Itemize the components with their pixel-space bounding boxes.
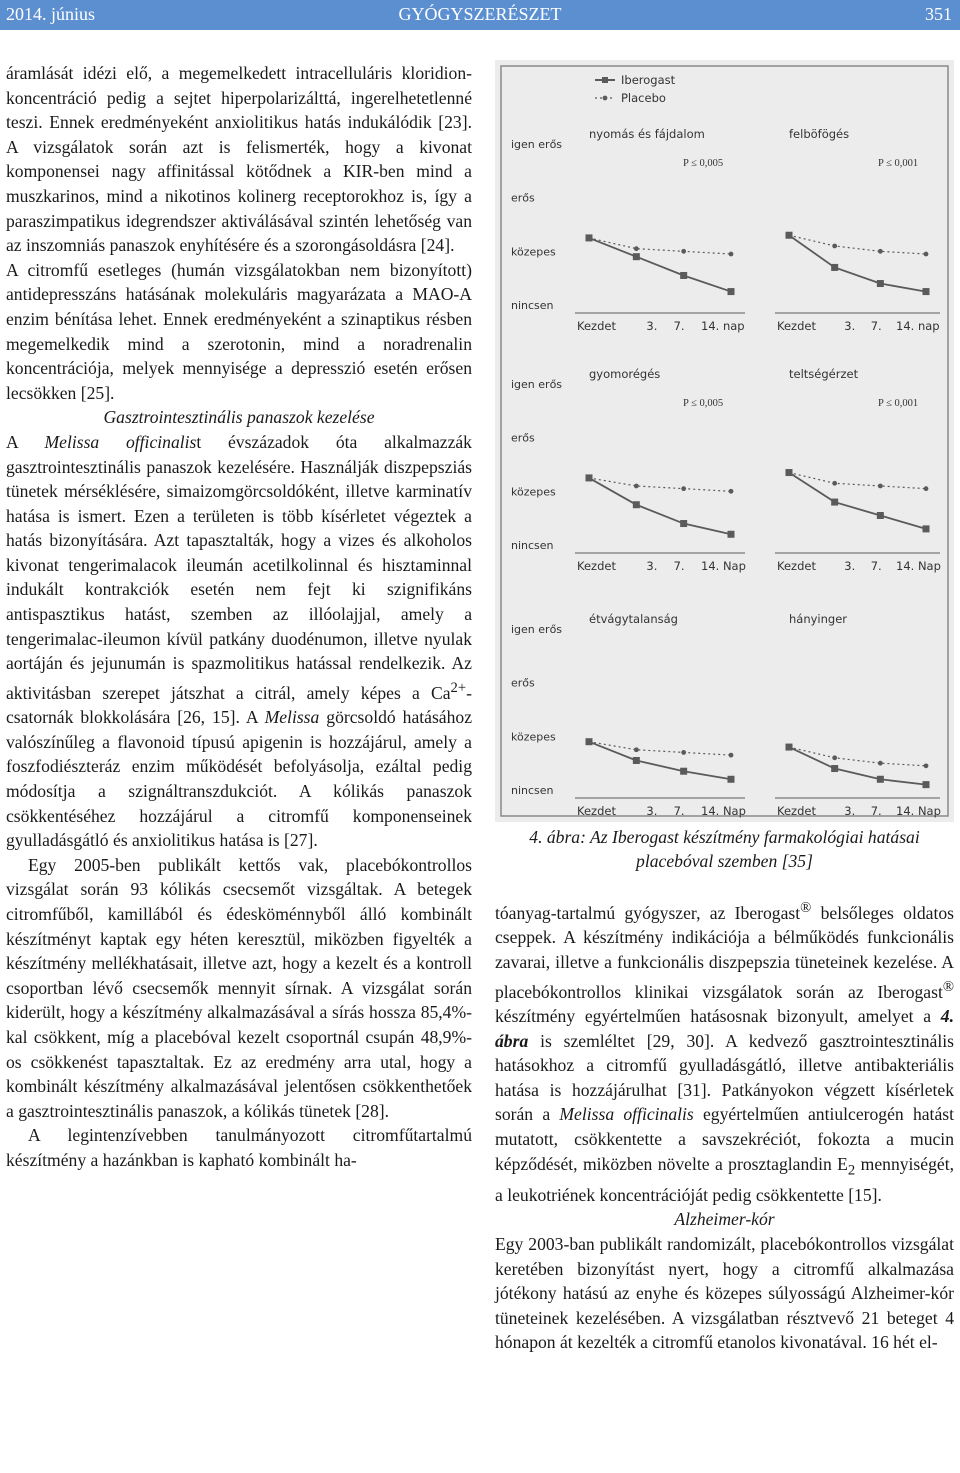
chart-1-annotation: P ≤ 0,005 — [683, 158, 724, 169]
paragraph: tóanyag-tartalmú gyógyszer, az Iberogast® belsőleges oldatos cseppek. A készítmény indikációja a bélműködés funkcionális zavarai, illetve a funkcionális diszpepszia tüneteinek kezelése. A placebókontrollos klinikai vizsgálatok során az Iberogast® készítmény egyértelműen hatásosnak bizonyult, amelyet a 4. ábra is szemléltet [29, 30]. A kedvező gasztrointesztinális hatásokhoz a citromfű gyulladásgátló, illetve antibakteriális hatása is hozzájárulhat [31]. Patkányokon végzett kísérletek során a Melissa officinalis egyértelműen antiulcerogén hatást mutatott, csökkentette a savszekréciót, fokozta a mucin képződését, miközben növelte a prosztaglandin $E_2$ mennyiségét, a leukotriének koncentrációját pedig csökkentette [15]. — [495, 900, 954, 1205]
chart-4-placebo-point — [832, 481, 837, 486]
chart-3-y-tick-label: közepes — [511, 485, 556, 499]
chart-3-y-tick-label: erős — [511, 431, 535, 445]
chart-3-placebo-point — [729, 489, 734, 494]
chart-3-placebo-point — [634, 484, 639, 489]
chart-3-iberogast-point — [680, 520, 687, 527]
chart-6-x-tick-label: Kezdet — [777, 804, 816, 818]
figure-caption-line1: 4. ábra: Az Iberogast készítmény farmakológiai hatásai — [529, 827, 920, 847]
chart-4-x-tick-label: 7. — [870, 559, 882, 573]
legend-placebo-marker — [603, 96, 608, 101]
paragraph: A legintenzívebben tanulmányozott citromfűtartalmú készítmény a hazánkban is kapható kombinált ha- — [6, 1125, 472, 1170]
chart-3-y-tick-label: nincsen — [511, 539, 554, 552]
chart-2-x-tick-label: 7. — [870, 319, 882, 333]
chart-6-placebo-point — [924, 763, 929, 768]
chart-3-iberogast-point — [633, 501, 640, 508]
chart-2-annotation: P ≤ 0,001 — [878, 158, 919, 169]
chart-3-annotation: P ≤ 0,005 — [683, 398, 724, 409]
chart-3-x-tick-label: 7. — [673, 559, 685, 573]
chart-1-x-tick-label: 3. — [646, 319, 658, 333]
figure-4-chart-panel — [495, 60, 954, 822]
figure-4-svg — [495, 60, 954, 822]
chart-5-y-tick-label: erős — [511, 676, 535, 690]
chart-5-x-tick-label: Kezdet — [577, 804, 616, 818]
chart-5-series-iberogast-line — [589, 742, 731, 780]
chart-5-iberogast-point — [728, 776, 735, 783]
chart-5-x-tick-label: 3. — [646, 804, 658, 818]
chart-3-x-tick-label: 14. Nap — [701, 559, 746, 573]
chart-1-x-tick-label: 14. nap — [701, 319, 745, 333]
chart-1-iberogast-point — [728, 288, 735, 295]
chart-6-iberogast-point — [877, 776, 884, 783]
chart-2-iberogast-point — [923, 288, 930, 295]
chart-5-y-tick-label: nincsen — [511, 784, 554, 797]
chart-2-title: felböfögés — [789, 127, 850, 141]
chart-6-iberogast-point — [923, 781, 930, 788]
paragraph: A Melissa officinalist évszázadok óta alkalmazzák gasztrointesztinális panaszok kezelésére. Használják diszpepsziás tünetek mérséklésére, simaizomgörcsoldóként, illetve karminatív hatása is ismert. Ezen a területen is több kísérletet végeztek a hatás bizonyítására. Azt tapasztalták, hogy a vizes és alkoholos kivonat tengerimalacok ileumán acetilkolinnal és hisztaminnal indukált kontrakciók esetén nem fejt ki szignifikáns antispasztikus hatást, szemben az illóolajjal, amely a tengerimalac-ileumon kívül patkány duodénumon, illetve nyulak aortáján és jejunumán is spazmolitikus hatással rendelkezik. Az aktivitásban szerepet játszhat a citrál, amely képes a $Ca^{2+}$-csatornák blokkolására [26, 15]. A Melissa görcsoldó hatásához valószínűleg a flavonoid típusú apigenin is hozzájárul, amely a foszfodiészteráz enzim működését befolyásolja, ezáltal pedig módosítja a szignáltranszdukciót. A kólikás panaszok csökkentéséhez hozzájárul a citromfű komponenseinek gyulladásgátló és anxiolitikus hatása is [27]. — [6, 431, 473, 851]
header-date: 2014. június — [6, 4, 96, 24]
chart-4-placebo-point — [787, 470, 792, 475]
chart-3-x-tick-label: Kezdet — [577, 559, 616, 573]
chart-2-x-tick-label: Kezdet — [777, 319, 816, 333]
chart-1-placebo-point — [681, 249, 686, 254]
chart-2-x-tick-label: 3. — [844, 319, 856, 333]
chart-2-series-iberogast-line — [789, 235, 926, 291]
chart-1-series-iberogast-line — [589, 238, 731, 292]
chart-1-x-tick-label: Kezdet — [577, 319, 616, 333]
chart-3-title: gyomorégés — [589, 367, 661, 381]
legend-iberogast-label: Iberogast — [621, 73, 676, 87]
chart-1-placebo-point — [634, 246, 639, 251]
chart-1-y-tick-label: erős — [511, 191, 535, 205]
chart-5-placebo-point — [681, 750, 686, 755]
chart-1-placebo-point — [729, 252, 734, 257]
chart-5-placebo-point — [729, 753, 734, 758]
chart-4-x-tick-label: 14. Nap — [896, 559, 941, 573]
chart-5-series-placebo-line — [589, 742, 731, 755]
chart-1-iberogast-point — [633, 253, 640, 260]
chart-5-placebo-point — [587, 739, 592, 744]
chart-2-x-tick-label: 14. nap — [896, 319, 940, 333]
chart-1-x-tick-label: 7. — [673, 319, 685, 333]
chart-5-y-tick-label: közepes — [511, 730, 556, 744]
header-page-number: 351 — [925, 4, 952, 24]
chart-1-y-tick-label: igen erős — [511, 138, 563, 151]
legend-placebo-label: Placebo — [621, 91, 666, 105]
chart-4-x-tick-label: Kezdet — [777, 559, 816, 573]
chart-6-title: hányinger — [789, 612, 848, 626]
chart-3-iberogast-point — [728, 531, 735, 538]
chart-1-y-tick-label: közepes — [511, 245, 556, 259]
paragraph: Egy 2003-ban publikált randomizált, placebókontrollos vizsgálat keretében bizonyítást nyert, hogy a citromfű alkalmazása jótékony hatású az enyhe és közepes súlyosságú Alzheimer-kór tüneteinek kezelésében. A vizsgálatban résztvevő 21 beteget 4 hónapon át kezelték a citromfű etanolos kivonatával. 16 hét el- — [495, 1233, 954, 1353]
chart-6-iberogast-point — [831, 765, 838, 772]
chart-5-placebo-point — [634, 747, 639, 752]
chart-4-placebo-point — [924, 486, 929, 491]
chart-4-x-tick-label: 3. — [844, 559, 856, 573]
chart-1-placebo-point — [587, 236, 592, 241]
page-header — [0, 0, 960, 30]
chart-5-iberogast-point — [680, 768, 687, 775]
chart-6-series-iberogast-line — [789, 747, 926, 785]
chart-2-iberogast-point — [877, 280, 884, 287]
paragraph: A citromfű esetleges (humán vizsgálatokban nem bizonyított) antidepresszáns hatásának molekuláris magyarázata a MAO-A enzim bénítása lehet. Ennek eredményeként a szinaptikus résben megemelkedik mind a szerotonin, mind a noradrenalin koncentrációja, melyek mennyisége a depresszió esetén erősen lecsökken [25]. — [6, 259, 472, 403]
paragraph: áramlását idézi elő, a megemelkedett intracelluláris kloridion-koncentráció pedig a sejtet hiperpolarizálttá, ingerelhetetlenné teszi. Ennek eredményeként anxiolitikus hatás indukálódik [23]. A vizsgálatok során azt is felismerték, hogy a kivonat komponensei nagy affinitással kötődnek a KIR-ben mind a muszkarinos, mind a nikotinos kolinerg receptorokhoz is, így a paraszimpatikus idegrendszer aktiválásával szintén lehetőség van az inszomniás panaszok enyhítésére és a szorongásoldásra [24]. — [6, 63, 472, 256]
chart-4-placebo-point — [878, 484, 883, 489]
chart-1-title: nyomás és fájdalom — [589, 127, 705, 141]
chart-6-x-tick-label: 3. — [844, 804, 856, 818]
figure-frame — [501, 66, 948, 816]
chart-3-y-tick-label: igen erős — [511, 378, 563, 391]
chart-6-x-tick-label: 7. — [870, 804, 882, 818]
chart-4-iberogast-point — [923, 525, 930, 532]
chart-4-series-iberogast-line — [789, 473, 926, 529]
section-title-gastro: Gasztrointesztinális panaszok kezelése — [103, 407, 375, 428]
chart-6-x-tick-label: 14. Nap — [896, 804, 941, 818]
paragraph: Egy 2005-ben publikált kettős vak, placebókontrollos vizsgálat során 93 kólikás csecsemőt vizsgáltak. A betegek citromfűből, kamillából és édesköménnyből álló kombinált készítményt kaptak egy héten keresztül, miközben figyelték a készítmény mellékhatásait, illetve azt, hogy a kezelt és a kontroll csoportban lévő csecsemők mennyit sírnak. A vizsgálat során kiderült, hogy a készítmény alkalmazásával a sírás hossza 85,4%-kal csökkent, míg a placebóval kezelt csoportnál csupán 48,9%-os csökkenést tapasztaltak. Ez az eredmény arra utal, hogy a kombinált készítmény alkalmazásával jelentősen csökkenthetőek a gasztrointesztinális panaszok, a kólikás tünetek [28]. — [6, 854, 472, 1121]
chart-6-placebo-point — [787, 745, 792, 750]
chart-4-title: teltségérzet — [789, 367, 859, 381]
chart-6-placebo-point — [832, 755, 837, 760]
chart-5-y-tick-label: igen erős — [511, 623, 563, 636]
header-journal: GYÓGYSZERÉSZET — [398, 4, 562, 24]
chart-3-x-tick-label: 3. — [646, 559, 658, 573]
chart-4-iberogast-point — [877, 512, 884, 519]
chart-4-annotation: P ≤ 0,001 — [878, 398, 919, 409]
chart-5-title: étvágytalanság — [589, 612, 678, 626]
figure-caption-line2: placebóval szemben [35] — [636, 851, 813, 871]
figure-caption — [495, 825, 954, 873]
chart-2-series-placebo-line — [789, 235, 926, 254]
chart-6-placebo-point — [878, 761, 883, 766]
legend-iberogast-marker — [602, 77, 608, 83]
chart-2-placebo-point — [787, 233, 792, 238]
chart-4-iberogast-point — [831, 499, 838, 506]
chart-2-placebo-point — [924, 252, 929, 257]
right-column — [495, 896, 954, 1355]
chart-2-iberogast-point — [831, 264, 838, 271]
chart-1-iberogast-point — [680, 272, 687, 279]
chart-2-placebo-point — [878, 249, 883, 254]
section-title-alzheimer: Alzheimer-kór — [674, 1209, 775, 1230]
chart-5-x-tick-label: 7. — [673, 804, 685, 818]
chart-2-placebo-point — [832, 244, 837, 249]
chart-3-series-iberogast-line — [589, 478, 731, 534]
left-column — [6, 61, 472, 1173]
chart-3-placebo-point — [587, 476, 592, 481]
chart-5-iberogast-point — [633, 757, 640, 764]
chart-3-placebo-point — [681, 486, 686, 491]
chart-1-y-tick-label: nincsen — [511, 299, 554, 312]
chart-5-x-tick-label: 14. Nap — [701, 804, 746, 818]
